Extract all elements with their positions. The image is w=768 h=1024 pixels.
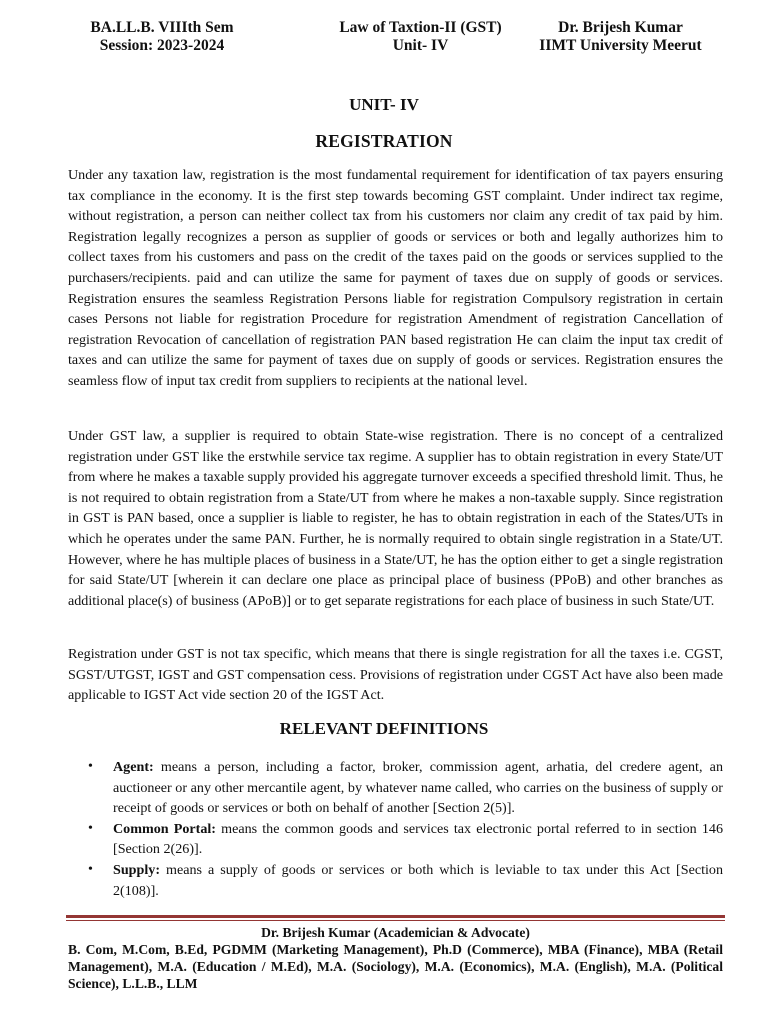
header-unit: Unit- IV — [392, 37, 449, 54]
header-course-info — [68, 19, 256, 55]
definition-term: Agent: — [113, 759, 154, 775]
definition-text: means a person, including a factor, broker, commission agent, arhatia, del credere agent, an auctioneer or any other mercantile agent, by whatever name called, who carries on the business of supply or receipt of goods or services or both on behalf of another [Section 2(5)]. — [113, 759, 723, 817]
unit-title: UNIT- IV — [349, 95, 419, 114]
definitions-title: RELEVANT DEFINITIONS — [279, 719, 489, 738]
definition-text: means a supply of goods or services or both which is leviable to tax under this Act [Section 2(108)]. — [113, 861, 723, 899]
footer-author-name: Dr. Brijesh Kumar (Academician & Advocate) — [261, 925, 530, 940]
bullet-icon: • — [88, 759, 93, 774]
bullet-icon: • — [88, 861, 93, 877]
header-author: Dr. Brijesh Kumar — [558, 19, 683, 36]
header-course: BA.LL.B. VIIIth Sem — [90, 19, 234, 36]
header-session: Session: 2023-2024 — [99, 37, 225, 54]
definition-item — [68, 860, 723, 901]
definition-term: Supply: — [113, 861, 161, 878]
section-title: REGISTRATION — [315, 131, 453, 151]
definition-text: means the common goods and services tax electronic portal referred to in section 146 [Section 2(26)]. — [113, 820, 723, 858]
header-institution: IIMT University Meerut — [539, 37, 702, 54]
bullet-icon: • — [88, 820, 93, 836]
page-footer — [68, 924, 723, 992]
definition-item — [68, 757, 723, 819]
header-subject: Law of Taxtion-II (GST) — [339, 19, 502, 36]
footer-divider-thin — [66, 920, 725, 921]
definition-item — [68, 819, 723, 860]
paragraph-statewise: Under GST law, a supplier is required to obtain State-wise registration. There is no concept of a centralized registration under GST like the erstwhile service tax regime. A supplier has to obtain registration in every State/UT from where he makes a taxable supply provided his aggregate turnover exceeds a specified threshold limit. Thus, he is not required to obtain registration from a State/UT from where he makes a non-taxable supply. Since registration in GST is PAN based, once a supplier is liable to register, he has to obtain registration in each of the States/UTs in which he operates under the same PAN. Further, he is normally required to obtain single registration in a State/UT. However, where he has multiple places of business in a State/UT, he has the option either to get a single registration for said State/UT [wherein it can declare one place as principal place of business (PPoB) and other branches as additional place(s) of business (APoB)] or to get separate registrations for each place of business in such State/UT. — [68, 428, 723, 609]
paragraph-not-tax-specific: Registration under GST is not tax specific, which means that there is single registration for all the taxes i.e. CGST, SGST/UTGST, IGST and GST compensation cess. Provisions of registration under CGST Act have also been made applicable to IGST Act vide section 20 of the IGST Act. — [68, 646, 723, 704]
footer-divider-thick — [66, 915, 725, 918]
definition-term: Common Portal: — [113, 820, 216, 837]
footer-qualifications: B. Com, M.Com, B.Ed, PGDMM (Marketing Management), Ph.D (Commerce), MBA (Finance), MBA (Retail Management), M.A. (Education / M.Ed), M.A. (Sociology), M.A. (Economics), M.A. (English), M.A. (Political Science), L.L.B., LLM — [68, 942, 723, 991]
header-subject-info — [318, 19, 523, 55]
definitions-list — [68, 757, 723, 901]
paragraph-intro: Under any taxation law, registration is the most fundamental requirement for identification of tax payers ensuring tax compliance in the economy. It is the first step towards becoming GST complaint. Under indirect tax regime, without registration, a person can neither collect tax from his customers nor claim any credit of tax paid by him. Registration legally recognizes a person as supplier of goods or services or both and legally authorizes him to collect taxes from his customers and pass on the credit of the taxes paid on the goods or services supplied to the purchasers/recipients. paid and can utilize the same for payment of taxes due on supply of goods or services. Registration ensures the seamless Registration Persons liable for registration Compulsory registration in certain cases Persons not liable for registration Procedure for registration Amendment of registration Cancellation of registration Revocation of cancellation of registration PAN based registration He can claim the input tax credit of taxes and can utilize the same for payment of taxes due on supply of goods or services. Registration ensures the seamless flow of input tax credit from suppliers to recipients at the national level. — [68, 167, 723, 389]
header-author-info — [528, 19, 713, 55]
